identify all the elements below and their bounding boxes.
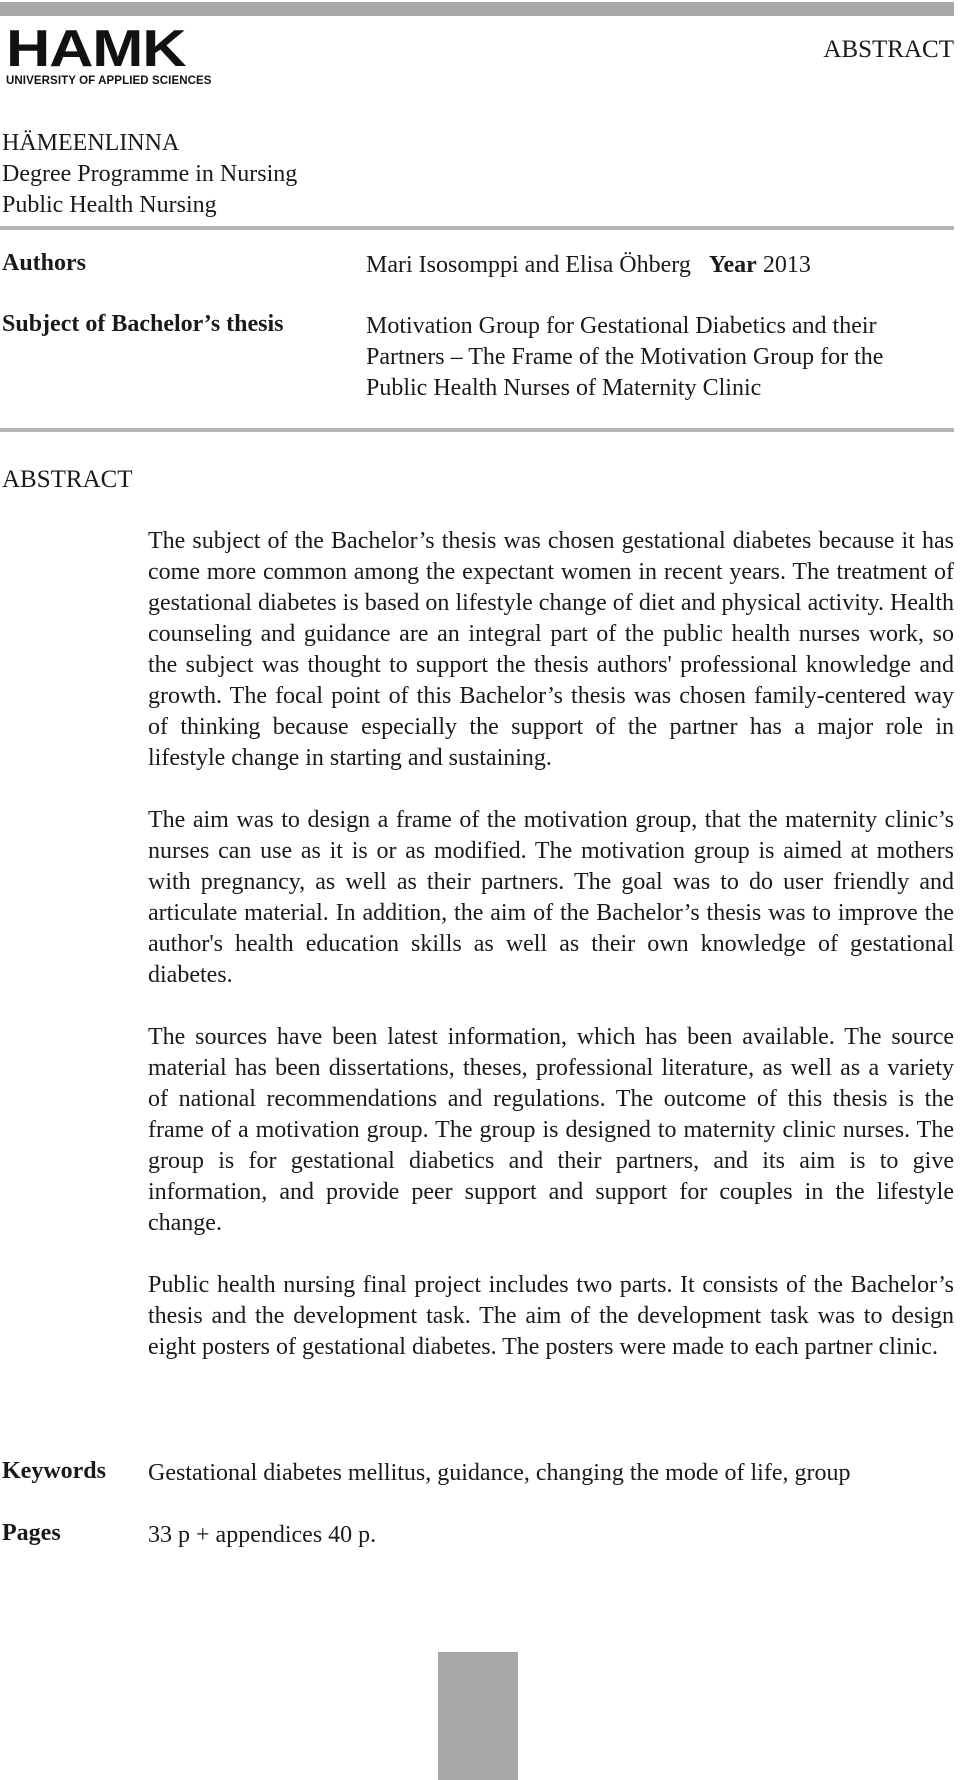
year-label: Year [708,252,757,278]
keywords-label: Keywords [2,1458,106,1484]
authors-value: Mari Isosomppi and Elisa Öhberg [366,252,691,278]
abstract-paragraph-4: Public health nursing final project includes two parts. It consists of the Bachelor’s thesis and the development task. The aim of the development task was to design eight posters of gestational diabetes. The posters were made to each partner clinic. [148,1272,954,1360]
document-type: ABSTRACT [823,36,954,63]
subject-line-3: Public Health Nurses of Maternity Clinic [366,375,762,401]
footer-bar [438,1652,518,1780]
specialisation: Public Health Nursing [2,192,217,218]
subject-value [366,311,883,404]
subject-line-2: Partners – The Frame of the Motivation Group for the [366,344,884,370]
year-value: 2013 [762,252,811,278]
authors-row [366,250,811,281]
authors-label: Authors [2,250,87,276]
abstract-paragraph-3: The sources have been latest information, which has been available. The source material has been dissertations, theses, professional literature, as well as a variety of national recommendations and regulations. The outcome of this thesis is the frame of a motivation group. The group is designed to maternity clinic nurses. The group is for gestational diabetics and their partners, and its aim is to give information, and provide peer support and support for couples in the lifestyle change. [148,1024,954,1236]
hamk-logo [6,20,246,88]
department-block [2,128,297,221]
top-bar [0,2,954,16]
abstract-paragraph-1: The subject of the Bachelor’s thesis was chosen gestational diabetes because it has come more common among the expectant women in recent years. The treatment of gestational diabetes is based on lifestyle change of diet and physical activity. Health counseling and guidance are an integral part of the public health nurses work, so the subject was thought to support the thesis authors' professional knowledge and growth. The focal point of this Bachelor’s thesis was chosen family-centered way of thinking because especially the support of the partner has a major role in lifestyle change in starting and sustaining. [148,528,954,771]
divider-top [0,226,954,230]
subject-line-1: Motivation Group for Gestational Diabetics and their [366,313,877,339]
pages-value: 33 p + appendices 40 p. [148,1522,377,1548]
logo-wordmark: HAMK [6,20,186,78]
abstract-paragraph-2: The aim was to design a frame of the motivation group, that the maternity clinic’s nurses can use as it is or as modified. The motivation group is aimed at mothers with pregnancy, as well as their partners. The goal was to do user friendly and articulate material. In addition, the aim of the Bachelor’s thesis was to improve the author's health education skills as well as their own knowledge of gestational diabetes. [148,807,954,988]
degree-programme: Degree Programme in Nursing [2,161,298,187]
pages-label: Pages [2,1520,61,1546]
abstract-heading: ABSTRACT [2,466,133,493]
divider-bottom [0,428,954,432]
subject-label: Subject of Bachelor’s thesis [2,311,284,337]
city: HÄMEENLINNA [2,130,180,156]
keywords-value: Gestational diabetes mellitus, guidance, changing the mode of life, group [148,1460,851,1486]
abstract-body [148,526,954,1394]
logo-subtitle: UNIVERSITY OF APPLIED SCIENCES [6,75,212,87]
